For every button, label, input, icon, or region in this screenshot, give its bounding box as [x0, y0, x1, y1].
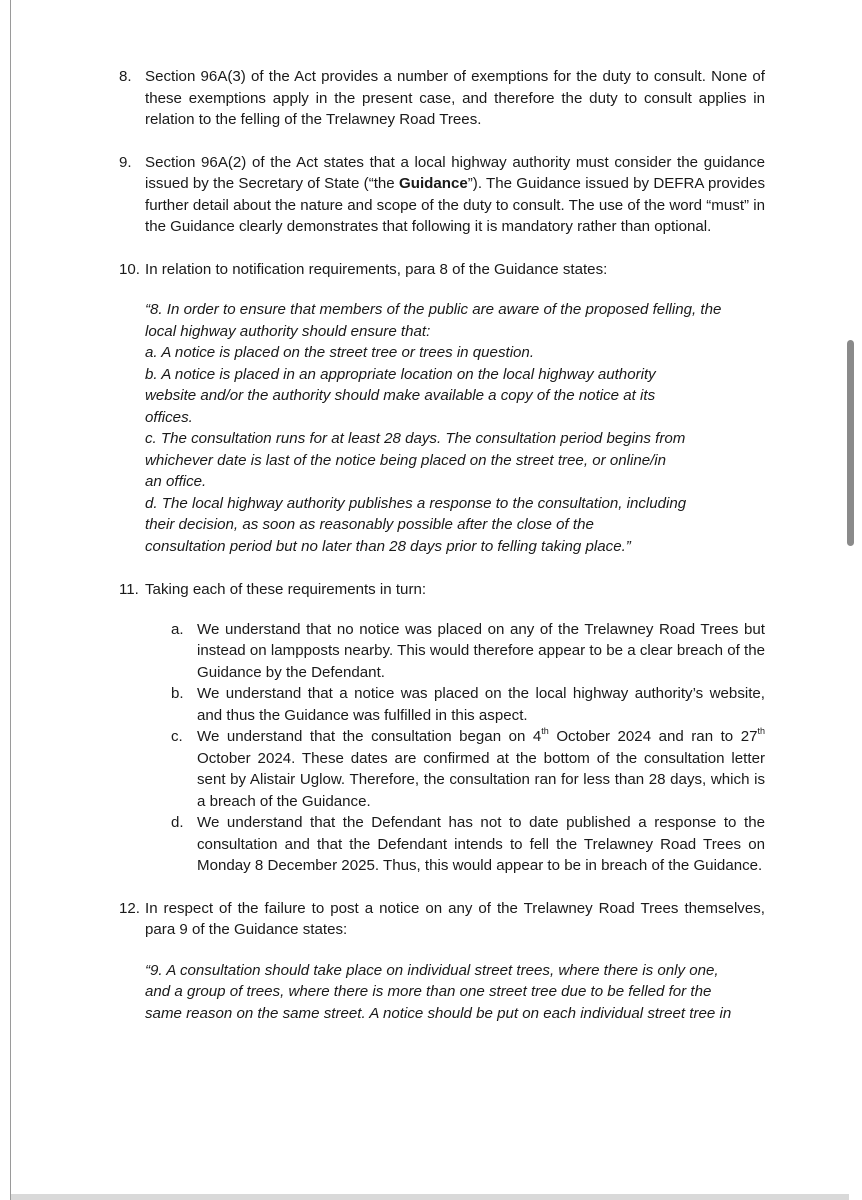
quote-line: same reason on the same street. A notice should be put on each individual street tree in: [145, 1004, 732, 1022]
guidance-quote-para-8: [145, 299, 759, 557]
paragraph-number: 8.: [119, 68, 132, 85]
list-item-text: October 2024. These dates are confirmed at the bottom of the consultation letter sent by Alistair Uglow. Therefore, the consultation ran for less than 28 days, which is a breach of the Guidance.: [197, 749, 765, 810]
paragraph-number: 12.: [119, 899, 140, 917]
quote-line: d. The local highway authority publishes a response to the consultation, including: [145, 494, 687, 512]
list-item-letter: d.: [171, 814, 184, 831]
guidance-quote-para-9: [145, 960, 759, 1025]
quote-line: c. The consultation runs for at least 28 days. The consultation period begins from: [145, 430, 686, 447]
vertical-scrollbar[interactable]: [847, 340, 854, 546]
paragraph-10: [119, 259, 765, 281]
paragraph-number: 9.: [119, 153, 132, 171]
quote-line: a. A notice is placed on the street tree or trees in question.: [145, 344, 535, 361]
list-item: [119, 619, 765, 684]
quote-line: consultation period but no later than 28 days prior to felling taking place.”: [145, 537, 631, 555]
quote-line: b. A notice is placed in an appropriate location on the local highway authority: [145, 365, 656, 383]
quote-line: their decision, as soon as reasonably possible after the close of the: [145, 516, 594, 533]
list-item-letter: a.: [171, 620, 184, 638]
page-bottom-edge: [11, 1194, 849, 1200]
paragraph-12: [119, 898, 765, 941]
list-item-text: October 2024 and ran to 27: [548, 728, 758, 745]
defined-term: Guidance: [398, 175, 468, 192]
quote-line: website and/or the authority should make available a copy of the notice at its: [145, 387, 656, 404]
quote-line: and a group of trees, where there is more than one street tree due to be felled for the: [145, 983, 712, 1000]
list-item-text: We understand that a notice was placed on the local highway authority’s website, and thus the Guidance was fulfilled in this aspect.: [197, 685, 765, 724]
list-item: [119, 812, 765, 877]
paragraph-11: [119, 579, 765, 601]
paragraph-text: Section 96A(2) of the Act states that a local highway authority must consider the guidance issued by the Secretary of State (“the: [145, 153, 765, 192]
list-item-text: We understand that the Defendant has not to date published a response to the consultation and that the Defendant intends to fell the Trelawney Road Trees on Monday 8 December 2025. Thus, this would appear to be in breach of the Guidance.: [197, 814, 765, 874]
paragraph-number: 10.: [119, 260, 140, 278]
paragraph-9: [119, 152, 765, 238]
paragraph-8: [119, 66, 765, 131]
paragraph-text: In respect of the failure to post a notice on any of the Trelawney Road Trees themselves, para 9 of the Guidance states:: [145, 899, 765, 938]
ordinal-suffix: th: [757, 725, 765, 736]
quote-line: an office.: [145, 473, 207, 490]
list-item-letter: b.: [171, 685, 184, 702]
document-page: [10, 0, 849, 1200]
paragraph-text: Section 96A(3) of the Act provides a number of exemptions for the duty to consult. None of these exemptions apply in the present case, and therefore the duty to consult applies in relation to the felling of the Trelawney Road Trees.: [145, 68, 765, 128]
quote-line: “8. In order to ensure that members of the public are aware of the proposed felling, the: [145, 301, 722, 318]
ordinal-suffix: th: [541, 725, 549, 736]
requirements-list: [119, 619, 765, 877]
paragraph-text: ”). The Guidance issued by DEFRA provides further detail about the nature and scope of the duty to consult. The use of the word “must” in the Guidance clearly demonstrates that following it is mandatory rather than optional.: [145, 175, 765, 235]
quote-line: offices.: [145, 408, 193, 426]
list-item: [119, 726, 765, 812]
paragraph-number: 11.: [119, 581, 139, 598]
list-item-text: We understand that the consultation began on 4: [197, 728, 542, 745]
paragraph-text: Taking each of these requirements in turn:: [145, 581, 427, 598]
paragraph-text: In relation to notification requirements, para 8 of the Guidance states:: [145, 260, 608, 278]
list-item-text: We understand that no notice was placed on any of the Trelawney Road Trees but instead on lampposts nearby. This would therefore appear to be a clear breach of the Guidance by the Defendant.: [197, 620, 765, 681]
quote-line: whichever date is last of the notice being placed on the street tree, or online/in: [145, 451, 667, 469]
document-body: [119, 66, 765, 1046]
list-item: [119, 683, 765, 726]
list-item-letter: c.: [171, 728, 183, 745]
quote-line: “9. A consultation should take place on individual street trees, where there is only one,: [145, 961, 719, 979]
quote-line: local highway authority should ensure that:: [145, 322, 431, 340]
